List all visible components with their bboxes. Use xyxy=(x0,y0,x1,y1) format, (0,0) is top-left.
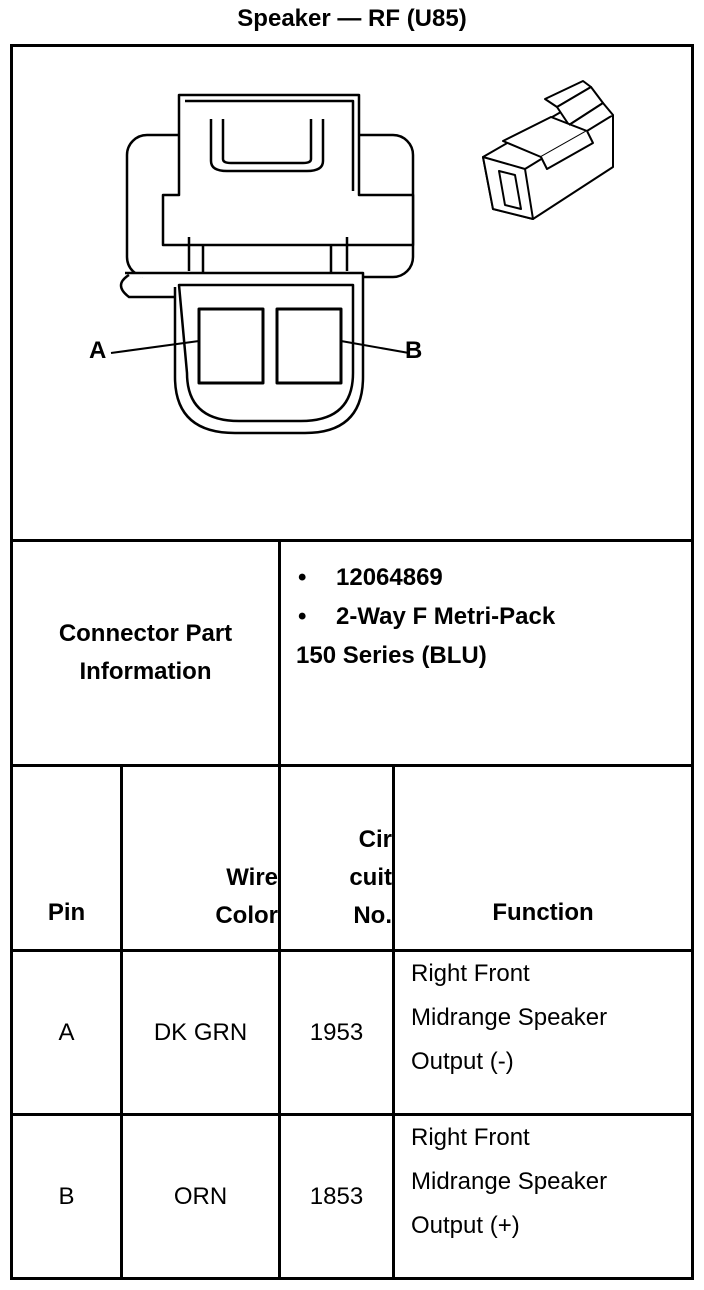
page-title: Speaker — RF (U85) xyxy=(237,5,467,32)
connector-diagram xyxy=(13,47,691,539)
connector-info-label xyxy=(13,542,278,764)
header-function xyxy=(395,767,691,949)
pin-label-a: A xyxy=(89,337,107,364)
header-circuit-line3: No. xyxy=(353,902,392,929)
connector-series: 150 Series (BLU) xyxy=(296,642,487,669)
header-circuit-line1: Cir xyxy=(358,826,392,853)
row-a-pin: A xyxy=(58,1018,75,1046)
part-number: 12064869 xyxy=(336,564,443,591)
header-function-label: Function xyxy=(492,899,594,926)
row-b-function-line1: Right Front xyxy=(411,1124,530,1151)
connector-info-label-line2: Information xyxy=(79,658,212,685)
header-pin xyxy=(13,767,120,949)
header-circuit-line2: cuit xyxy=(349,864,392,891)
connector-type: 2-Way F Metri-Pack xyxy=(336,603,556,630)
row-a-circuit: 1953 xyxy=(309,1018,364,1046)
header-wire-line1: Wire xyxy=(226,864,278,891)
row-a-function-line3: Output (-) xyxy=(411,1048,514,1075)
header-wire-line2: Color xyxy=(215,902,278,929)
connector-face-view xyxy=(13,47,691,539)
header-circuit-no xyxy=(281,767,392,949)
row-a-function-line1: Right Front xyxy=(411,960,530,987)
row-b-wire-color: ORN xyxy=(173,1182,228,1210)
header-wire-color xyxy=(123,767,278,949)
row-a-function-line2: Midrange Speaker xyxy=(411,1004,608,1031)
row-a-function xyxy=(395,952,691,1113)
row-b-pin: B xyxy=(58,1182,75,1210)
header-pin-label: Pin xyxy=(47,899,86,926)
row-a-wire-color: DK GRN xyxy=(153,1018,248,1046)
connector-info-label-line1: Connector Part xyxy=(58,620,233,647)
row-b-function xyxy=(395,1116,691,1277)
row-b-function-line2: Midrange Speaker xyxy=(411,1168,608,1195)
connector-type-item: • 2-Way F Metri-Pack xyxy=(298,603,556,630)
pin-label-b: B xyxy=(405,337,423,364)
row-b-function-line3: Output (+) xyxy=(411,1212,520,1239)
connector-info-list xyxy=(296,558,555,675)
divider-info-col xyxy=(278,539,281,767)
part-number-item: • 12064869 xyxy=(298,564,443,591)
row-b-circuit: 1853 xyxy=(309,1182,364,1210)
